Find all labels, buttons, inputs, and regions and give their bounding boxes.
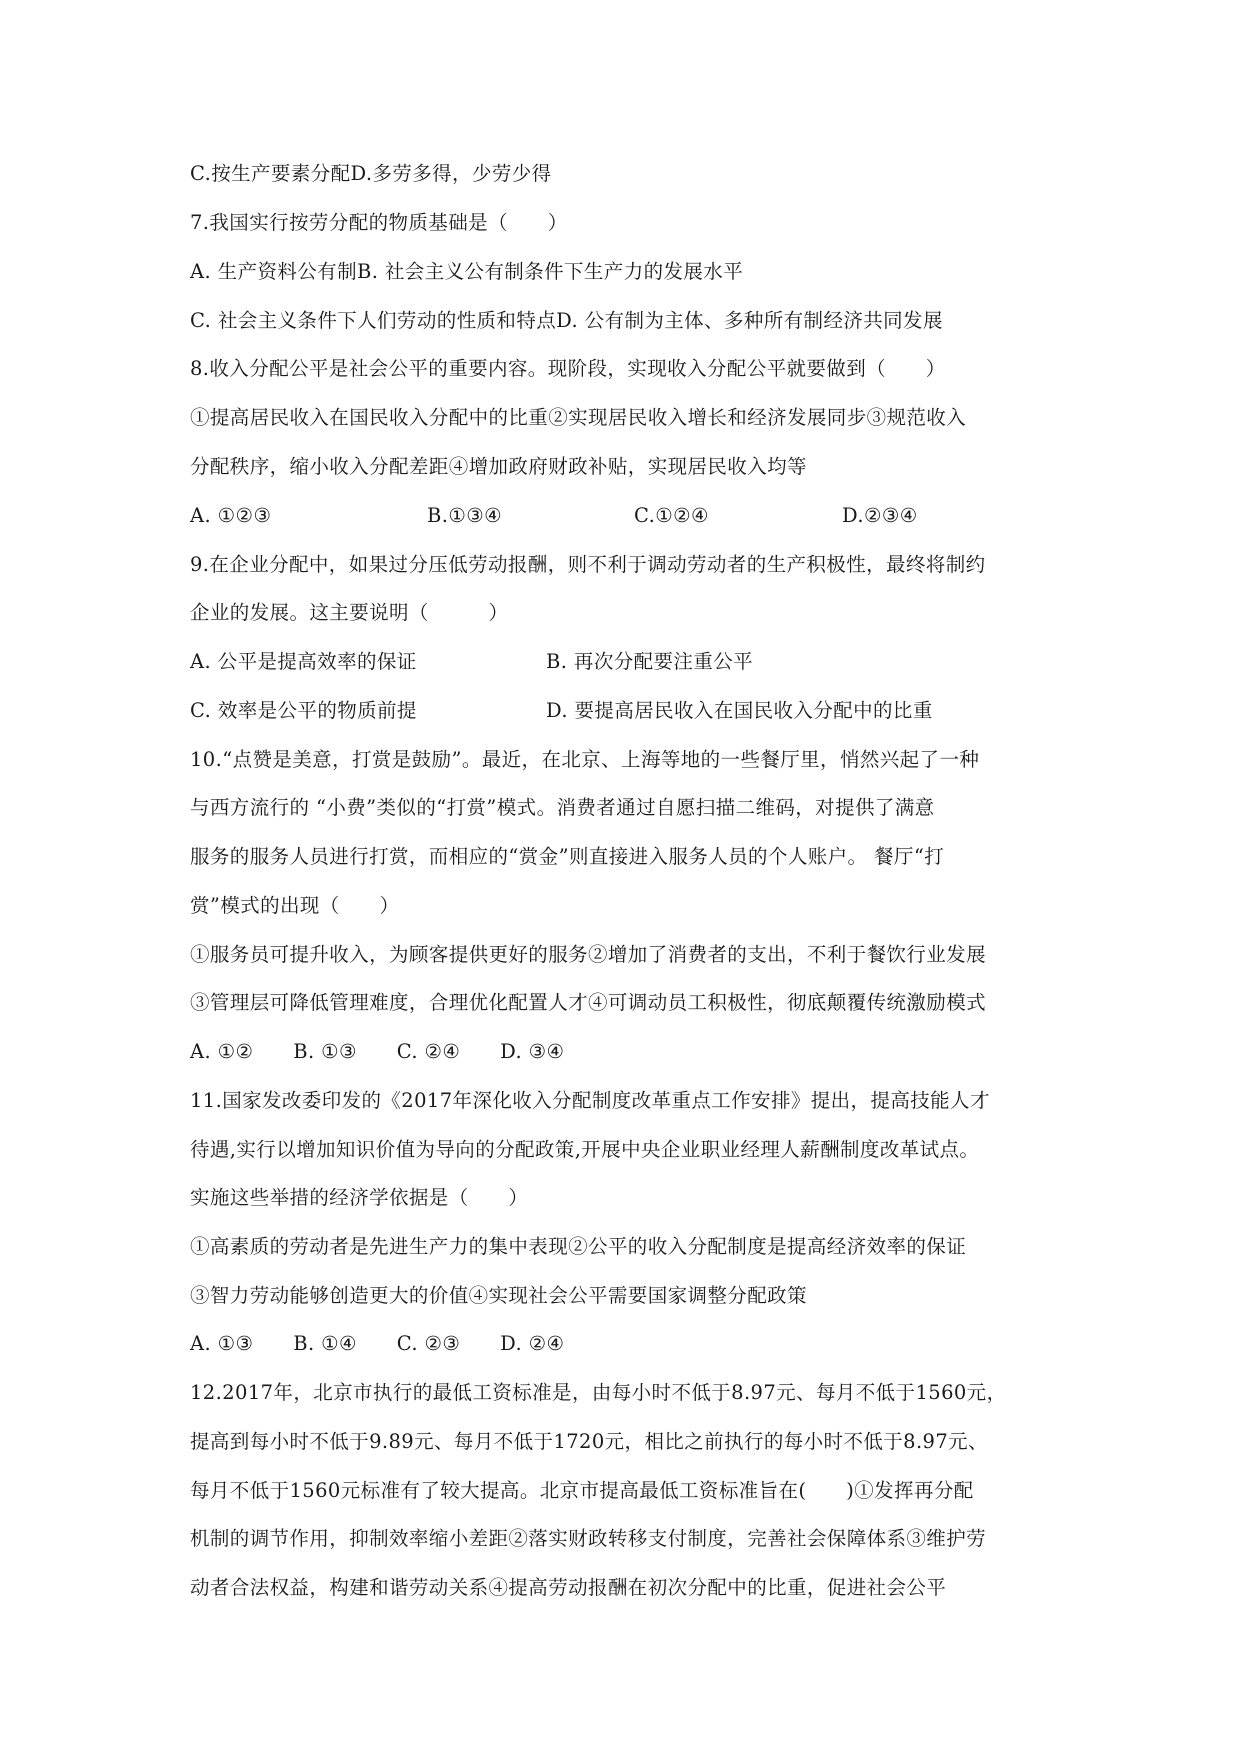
q10-stem-1: 10.“点赞是美意，打赏是鼓励”。最近，在北京、上海等地的一些餐厅里，悄然兴起了一种 xyxy=(190,748,980,771)
q9-option-a: A. 公平是提高效率的保证 xyxy=(190,650,417,673)
q8-option-d: D.②③④ xyxy=(842,504,918,527)
q12-stem-1: 12.2017年，北京市执行的最低工资标准是，由每小时不低于8.97元、每月不低于1560元， xyxy=(190,1381,1007,1404)
q12-stem-5: 动者合法权益，构建和谐劳动关系④提高劳动报酬在初次分配中的比重，促进社会公平 xyxy=(190,1576,947,1599)
q10-options: A. ①② B. ①③ C. ②④ D. ③④ xyxy=(190,1040,565,1063)
q11-stem-3: 实施这些举措的经济学依据是（ ） xyxy=(190,1186,529,1209)
q8-stem: 8.收入分配公平是社会公平的重要内容。现阶段，实现收入分配公平就要做到（ ） xyxy=(190,357,946,380)
q9-stem-2: 企业的发展。这主要说明（ ） xyxy=(190,601,509,624)
q9-option-d: D. 要提高居民收入在国民收入分配中的比重 xyxy=(546,699,933,722)
q8-option-b: B.①③④ xyxy=(427,504,502,527)
q11-statements-2: ③智力劳动能够创造更大的价值④实现社会公平需要国家调整分配政策 xyxy=(190,1284,807,1307)
q11-stem-1: 11.国家发改委印发的《2017年深化收入分配制度改革重点工作安排》提出，提高技能人才 xyxy=(190,1089,990,1112)
q6-options-cd: C.按生产要素分配D.多劳多得，少劳少得 xyxy=(190,162,552,185)
q11-options: A. ①③ B. ①④ C. ②③ D. ②④ xyxy=(190,1332,565,1355)
q9-option-c: C. 效率是公平的物质前提 xyxy=(190,699,417,722)
q9-stem-1: 9.在企业分配中，如果过分压低劳动报酬，则不利于调动劳动者的生产积极性，最终将制约 xyxy=(190,553,986,576)
q7-options-ab: A. 生产资料公有制B. 社会主义公有制条件下生产力的发展水平 xyxy=(190,260,744,283)
q11-stem-2: 待遇,实行以增加知识价值为导向的分配政策,开展中央企业职业经理人薪酬制度改革试点。 xyxy=(190,1138,980,1161)
q8-option-c: C.①②④ xyxy=(634,504,709,527)
q8-statements-1: ①提高居民收入在国民收入分配中的比重②实现居民收入增长和经济发展同步③规范收入 xyxy=(190,406,967,429)
q10-statements-2: ③管理层可降低管理难度，合理优化配置人才④可调动员工积极性，彻底颠覆传统激励模式 xyxy=(190,991,987,1014)
q8-option-a: A. ①②③ xyxy=(190,504,272,527)
q7-stem: 7.我国实行按劳分配的物质基础是（ ） xyxy=(190,211,568,234)
q7-options-cd: C. 社会主义条件下人们劳动的性质和特点D. 公有制为主体、多种所有制经济共同发展 xyxy=(190,309,943,332)
q12-stem-4: 机制的调节作用，抑制效率缩小差距②落实财政转移支付制度，完善社会保障体系③维护劳 xyxy=(190,1527,987,1550)
q10-statements-1: ①服务员可提升收入，为顾客提供更好的服务②增加了消费者的支出，不利于餐饮行业发展 xyxy=(190,943,987,966)
q10-stem-3: 服务的服务人员进行打赏，而相应的“赏金”则直接进入服务人员的个人账户。 餐厅“打 xyxy=(190,845,945,868)
q12-stem-2: 提高到每小时不低于9.89元、每月不低于1720元，相比之前执行的每小时不低于8.97元、 xyxy=(190,1430,988,1453)
q10-stem-2: 与西方流行的 “小费”类似的“打赏”模式。消费者通过自愿扫描二维码，对提供了满意 xyxy=(190,796,935,819)
q10-stem-4: 赏”模式的出现（ ） xyxy=(190,894,400,917)
q11-statements-1: ①高素质的劳动者是先进生产力的集中表现②公平的收入分配制度是提高经济效率的保证 xyxy=(190,1235,967,1258)
q9-option-b: B. 再次分配要注重公平 xyxy=(546,650,754,673)
q12-stem-3: 每月不低于1560元标准有了较大提高。北京市提高最低工资标准旨在( )①发挥再分配 xyxy=(190,1479,974,1502)
q8-statements-2: 分配秩序，缩小收入分配差距④增加政府财政补贴，实现居民收入均等 xyxy=(190,455,807,478)
